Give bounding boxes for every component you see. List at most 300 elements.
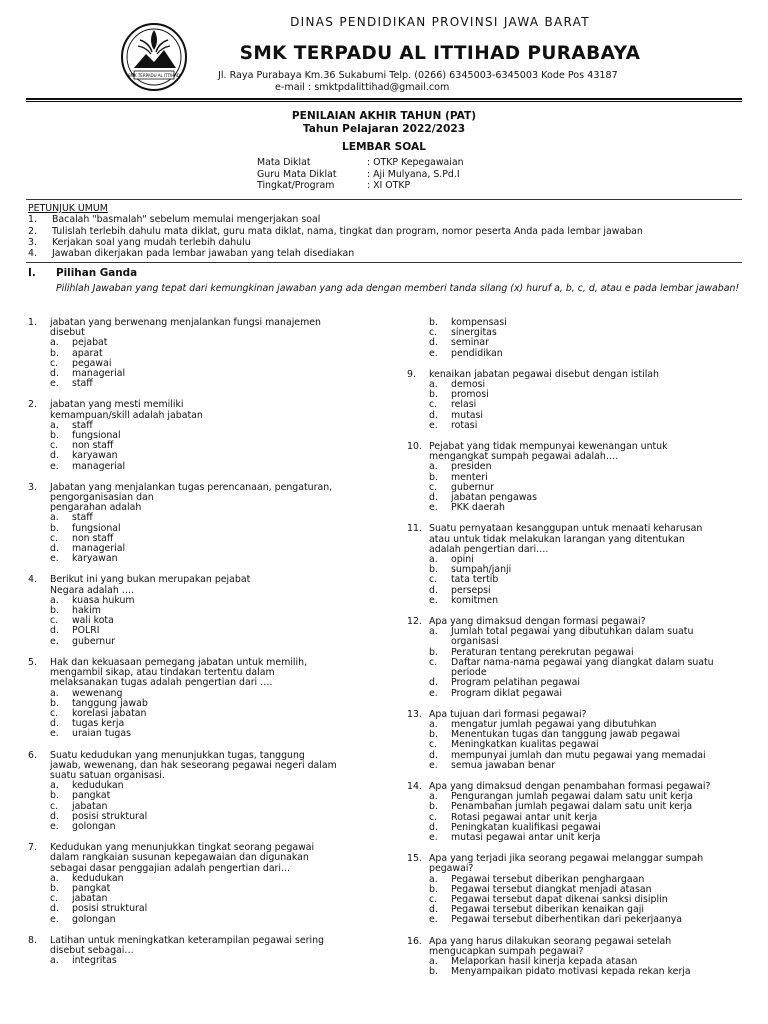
- question-line: Apa yang dimaksud dengan formasi pegawai?: [429, 616, 646, 628]
- question-line: pegawai?: [429, 863, 474, 875]
- option-letter: a.: [50, 780, 59, 792]
- option-text: Pengurangan jumlah pegawai dalam satu unit kerja: [451, 791, 694, 803]
- option-text: POLRI: [72, 625, 100, 637]
- exam-meta: [257, 157, 464, 192]
- general-instructions: [28, 203, 643, 259]
- instruction-number: 2.: [28, 225, 37, 237]
- question-line: Apa yang harus dilakukan seorang pegawai setelah: [429, 935, 672, 947]
- option-text: Penambahan jumlah pegawai dalam satu unit kerja: [451, 801, 693, 813]
- option-letter: c.: [50, 707, 59, 719]
- option-letter: b.: [50, 882, 59, 894]
- meta-row: [257, 180, 464, 192]
- option-letter: b.: [50, 605, 59, 617]
- meta-key: Tingkat/Program: [257, 180, 335, 191]
- meta-row: [257, 157, 464, 169]
- option-text: managerial: [72, 460, 126, 472]
- section-divider: [26, 262, 742, 263]
- question-stem: [28, 400, 362, 420]
- option-text: pangkat: [72, 790, 111, 802]
- question-item: [407, 782, 741, 843]
- section-number: I.: [28, 267, 36, 279]
- question-line: disebut sebagai…: [50, 944, 134, 956]
- option-text: kompensasi: [451, 317, 507, 328]
- option-letter: b.: [50, 697, 59, 709]
- option-letter: b.: [50, 522, 59, 534]
- option-text: semua jawaban benar: [451, 759, 556, 771]
- option-text: pangkat: [72, 882, 111, 894]
- option-letter: c.: [429, 893, 438, 905]
- question-line: Apa yang dimaksud dengan penambahan formasi pegawai?: [429, 780, 711, 792]
- exam-title: PENILAIAN AKHIR TAHUN (PAT): [291, 110, 477, 122]
- question-number: 12.: [407, 616, 422, 628]
- option-text: opini: [451, 554, 474, 566]
- option-text: Program pelatihan pegawai: [451, 677, 580, 689]
- option-letter: b.: [429, 564, 438, 576]
- answer-option: [28, 462, 362, 472]
- question-number: 13.: [407, 708, 422, 720]
- question-number: 15.: [407, 853, 422, 865]
- option-letter: a.: [50, 594, 59, 606]
- option-text: fungsional: [72, 522, 121, 534]
- svg-text:SMK TERPADU AL ITTIHAD: SMK TERPADU AL ITTIHAD: [127, 73, 181, 78]
- option-letter: b.: [429, 966, 438, 978]
- question-number: 1.: [28, 317, 37, 328]
- sheet-title: LEMBAR SOAL: [342, 141, 426, 153]
- question-number: 16.: [407, 935, 422, 947]
- option-letter: e.: [429, 347, 438, 359]
- question-line: jabatan yang berwenang menjalankan fungsi manajemen: [50, 317, 321, 328]
- option-letter: d.: [50, 450, 59, 462]
- option-text: non staff: [72, 440, 114, 452]
- question-text: [429, 524, 741, 555]
- option-text: kedudukan: [72, 780, 124, 792]
- section-title: Pilihan Ganda: [56, 267, 138, 279]
- question-stem: [28, 658, 362, 689]
- option-text: golongan: [72, 820, 116, 832]
- question-line: mengangkat sumpah pegawai adalah….: [429, 451, 619, 463]
- question-line: Jabatan yang menjalankan tugas perencanaan, pengaturan,: [50, 481, 333, 493]
- option-letter: b.: [429, 389, 438, 401]
- question-text: [50, 483, 362, 514]
- meta-value: : OTKP Kepegawaian: [367, 157, 464, 168]
- question-text: [50, 936, 362, 956]
- question-line: Pejabat yang tidak mempunyai kewenangan untuk: [429, 441, 668, 453]
- meta-value: : XI OTKP: [367, 180, 411, 191]
- answer-option: [28, 822, 362, 832]
- answer-option: [28, 915, 362, 925]
- question-line: sebagai dasar penggajian adalah pengertian dari...: [50, 862, 290, 874]
- option-letter: b.: [50, 430, 59, 442]
- option-text: jabatan: [72, 893, 108, 905]
- option-text: staff: [72, 419, 93, 431]
- option-letter: c.: [429, 739, 438, 751]
- question-text: [429, 854, 741, 874]
- option-letter: d.: [429, 337, 438, 349]
- question-stem: [407, 524, 741, 555]
- instructions-title: PETUNJUK UMUM: [28, 203, 108, 214]
- answer-option: [407, 802, 741, 812]
- option-letter: b.: [429, 471, 438, 483]
- option-letter: d.: [50, 903, 59, 915]
- question-line: mengambil sikap, atau tindakan tertentu dalam: [50, 667, 275, 679]
- instruction-text: Bacalah "basmalah" sebelum memulai mengerjakan soal: [52, 214, 321, 226]
- option-letter: e.: [429, 831, 438, 843]
- option-letter: d.: [429, 677, 438, 689]
- question-line: mengucapkan sumpah pegawai?: [429, 945, 584, 957]
- meta-key: Mata Diklat: [257, 157, 311, 168]
- answer-option: [28, 729, 362, 739]
- option-text: posisi struktural: [72, 903, 148, 915]
- option-letter: e.: [50, 460, 59, 472]
- option-letter: b.: [50, 347, 59, 359]
- question-text: [50, 318, 362, 338]
- option-letter: d.: [50, 718, 59, 730]
- academic-year: Tahun Pelajaran 2022/2023: [302, 123, 466, 135]
- option-text: Pegawai tersebut diberikan kenaikan gaji: [451, 904, 644, 916]
- answer-option: [407, 596, 741, 606]
- option-letter: d.: [429, 749, 438, 761]
- option-letter: a.: [50, 419, 59, 431]
- option-letter: e.: [429, 594, 438, 606]
- option-letter: d.: [429, 904, 438, 916]
- section-heading: [28, 267, 137, 279]
- option-letter: d.: [429, 821, 438, 833]
- question-item: [28, 483, 362, 565]
- option-letter: e.: [50, 635, 59, 647]
- option-letter: b.: [429, 729, 438, 741]
- option-letter: e.: [429, 914, 438, 926]
- question-number: 11.: [407, 523, 422, 535]
- question-line: pengorganisasian dan: [50, 492, 154, 504]
- option-text: uraian tugas: [72, 728, 132, 740]
- question-line: Suatu pernyataan kesanggupan untuk menaati keharusan: [429, 523, 703, 535]
- question-item: [407, 617, 741, 699]
- question-item: [407, 937, 741, 978]
- option-text: pendidikan: [451, 347, 503, 359]
- option-letter: a.: [50, 337, 59, 349]
- option-letter: a.: [50, 872, 59, 884]
- answer-option: [407, 678, 741, 688]
- question-item: [28, 575, 362, 646]
- option-letter: c.: [50, 440, 59, 452]
- question-stem: [28, 318, 362, 338]
- option-letter: c.: [50, 357, 59, 369]
- meta-value: : Aji Mulyana, S.Pd.I: [367, 168, 460, 180]
- option-text: mutasi: [451, 409, 483, 421]
- option-text: Menyampaikan pidato motivasi kepada rekan kerja: [451, 966, 691, 978]
- school-address: Jl. Raya Purabaya Km.36 Sukabumi Telp. (0266) 6345003-6345003 Kode Pos 43187: [218, 70, 618, 81]
- option-letter: e.: [50, 378, 59, 390]
- option-letter: e.: [429, 419, 438, 431]
- option-text: tugas kerja: [72, 718, 125, 730]
- instruction-text: Kerjakan soal yang mudah terlebih dahulu: [52, 236, 251, 248]
- answer-option: [407, 915, 741, 925]
- option-text: managerial: [72, 368, 126, 380]
- question-stem: [28, 575, 362, 595]
- question-number: 2.: [28, 399, 37, 411]
- question-line: Berikut ini yang bukan merupakan pejabat: [50, 574, 251, 586]
- answer-option: [28, 554, 362, 564]
- option-letter: b.: [429, 646, 438, 658]
- question-stem: [407, 937, 741, 957]
- answer-option: [28, 956, 362, 966]
- option-letter: c.: [50, 532, 59, 544]
- question-item: [407, 710, 741, 771]
- option-text: wewenang: [72, 687, 123, 699]
- instruction-item: [28, 214, 643, 225]
- option-text: wali kota: [72, 615, 114, 627]
- option-text: kuasa hukum: [72, 594, 135, 606]
- questions-right-column: [407, 318, 741, 988]
- option-text: sinergitas: [451, 327, 497, 339]
- question-number: 14.: [407, 780, 422, 792]
- option-letter: d.: [429, 409, 438, 421]
- question-text: [50, 575, 362, 595]
- question-number: 3.: [28, 481, 37, 493]
- option-letter: d.: [429, 492, 438, 504]
- option-letter: c.: [429, 811, 438, 823]
- option-text: Pegawai tersebut diberhentikan dari pekerjaanya: [451, 914, 683, 926]
- option-text: fungsional: [72, 430, 121, 442]
- option-text: jabatan pengawas: [451, 492, 538, 504]
- answer-option: [407, 627, 741, 647]
- question-text: [50, 751, 362, 782]
- question-stem: [28, 936, 362, 956]
- option-text: Program diklat pegawai: [451, 687, 562, 699]
- question-item: [28, 843, 362, 925]
- answer-option: [28, 637, 362, 647]
- option-letter: a.: [50, 512, 59, 524]
- instruction-item: [28, 237, 643, 248]
- option-letter: a.: [429, 626, 438, 638]
- answer-option: [407, 761, 741, 771]
- option-text: jabatan: [72, 800, 108, 812]
- section-instruction: Pilihlah Jawaban yang tepat dari kemungkinan jawaban yang ada dengan memberi tanda silang (x) huruf a, b, c, d, atau e pada lembar jawaban!: [56, 283, 740, 294]
- question-stem: [28, 843, 362, 874]
- option-letter: d.: [50, 810, 59, 822]
- option-text: gubernur: [72, 635, 116, 647]
- option-letter: e.: [429, 502, 438, 514]
- question-line: Negara adalah ….: [50, 584, 135, 596]
- answer-option: [407, 967, 741, 977]
- option-letter: c.: [429, 574, 438, 586]
- question-line: kemampuan/skill adalah jabatan: [50, 409, 203, 421]
- option-letter: e.: [50, 913, 59, 925]
- question-line: jawab, wewenang, dan hak seseorang pegawai negeri dalam: [50, 759, 337, 771]
- option-text: non staff: [72, 532, 114, 544]
- option-text: rotasi: [451, 419, 478, 431]
- question-line: dalam rangkaian susunan kepegawaian dan digunakan: [50, 852, 309, 864]
- question-text: [429, 442, 741, 462]
- option-text: demosi: [451, 379, 486, 391]
- answer-option: [407, 503, 741, 513]
- instruction-item: [28, 248, 643, 259]
- option-text: Peraturan tentang perekrutan pegawai: [451, 646, 634, 658]
- question-line: jabatan yang mesti memiliki: [50, 399, 184, 411]
- question-stem: [407, 442, 741, 462]
- option-text: karyawan: [72, 553, 118, 565]
- option-letter: a.: [429, 461, 438, 473]
- question-item: [28, 936, 362, 967]
- option-text: Pegawai tersebut diangkat menjadi atasan: [451, 883, 652, 895]
- question-number: 4.: [28, 574, 37, 586]
- option-text: korelasi jabatan: [72, 707, 147, 719]
- option-letter: e.: [50, 728, 59, 740]
- option-letter: a.: [429, 791, 438, 803]
- question-line: Suatu kedudukan yang menunjukkan tugas, tanggung: [50, 749, 305, 761]
- instruction-text: Jawaban dikerjakan pada lembar jawaban yang telah disediakan: [52, 248, 355, 260]
- option-letter: a.: [429, 554, 438, 566]
- question-item: [407, 524, 741, 606]
- option-text: Pegawai tersebut diberikan penghargaan: [451, 873, 645, 885]
- option-text: komitmen: [451, 594, 499, 606]
- option-letter: c.: [50, 893, 59, 905]
- question-stem: [28, 483, 362, 514]
- option-text: tata tertib: [451, 574, 499, 586]
- question-text: [50, 400, 362, 420]
- option-letter: b.: [429, 801, 438, 813]
- question-stem: [28, 751, 362, 782]
- option-letter: d.: [429, 584, 438, 596]
- school-logo: [120, 22, 188, 92]
- option-letter: a.: [429, 379, 438, 391]
- header-divider-thin: [26, 101, 742, 102]
- questions-left-column: [28, 318, 362, 977]
- instruction-number: 3.: [28, 236, 37, 248]
- meta-row: [257, 169, 464, 181]
- question-line: suatu satuan organisasi.: [50, 769, 165, 781]
- option-letter: d.: [50, 543, 59, 555]
- option-text: staff: [72, 512, 93, 524]
- option-letter: d.: [50, 625, 59, 637]
- option-text: relasi: [451, 399, 477, 411]
- question-item: [407, 854, 741, 925]
- option-letter: c.: [429, 399, 438, 411]
- instruction-text: Tulislah terlebih dahulu mata diklat, guru mata diklat, nama, tingkat dan program, nomor peserta Anda pada lembar jawaban: [52, 225, 643, 237]
- question-item: [28, 400, 362, 471]
- answer-option: [407, 740, 741, 750]
- option-text: hakim: [72, 605, 101, 617]
- option-letter: e.: [50, 820, 59, 832]
- question-line: atau untuk tidak melakukan larangan yang ditentukan: [429, 533, 685, 545]
- option-letter: c.: [50, 615, 59, 627]
- option-text: Peningkatan kualifikasi pegawai: [451, 821, 601, 833]
- instruction-number: 1.: [28, 214, 37, 226]
- question-item: [28, 658, 362, 740]
- question-line: kenaikan jabatan pegawai disebut dengan istilah: [429, 368, 659, 380]
- question-item: [407, 442, 741, 513]
- option-text: Jumlah total pegawai yang dibutuhkan dalam suatu organisasi: [451, 626, 694, 648]
- question-number: 6.: [28, 749, 37, 761]
- option-text: PKK daerah: [451, 502, 505, 514]
- question-line: Latihan untuk meningkatkan keterampilan pegawai sering: [50, 934, 325, 946]
- option-letter: c.: [429, 327, 438, 339]
- option-text: presiden: [451, 461, 492, 473]
- question-number: 5.: [28, 656, 37, 668]
- question-item: [407, 370, 741, 431]
- option-letter: b.: [50, 790, 59, 802]
- option-text: posisi struktural: [72, 810, 148, 822]
- question-text: [429, 937, 741, 957]
- question-line: melaksanakan tugas adalah pengertian dari ….: [50, 677, 273, 689]
- option-text: mutasi pegawai antar unit kerja: [451, 831, 601, 843]
- option-text: seminar: [451, 337, 489, 349]
- school-email: e-mail : smktpdalittihad@gmail.com: [275, 82, 450, 93]
- option-text: Rotasi pegawai antar unit kerja: [451, 811, 598, 823]
- option-text: mempunyai jumlah dan mutu pegawai yang memadai: [451, 749, 706, 761]
- option-letter: a.: [50, 687, 59, 699]
- answer-option: [28, 379, 362, 389]
- answer-option: [407, 421, 741, 431]
- answer-option: [407, 658, 741, 678]
- option-text: sumpah/janji: [451, 564, 512, 576]
- answer-option: [407, 689, 741, 699]
- option-text: tanggung jawab: [72, 697, 148, 709]
- option-letter: e.: [429, 759, 438, 771]
- option-letter: c.: [50, 800, 59, 812]
- option-text: pejabat: [72, 337, 108, 349]
- question-line: pengarahan adalah: [50, 502, 142, 514]
- question-number: 8.: [28, 934, 37, 946]
- option-text: Melaporkan hasil kinerja kepada atasan: [451, 955, 638, 967]
- question-text: [50, 843, 362, 874]
- option-text: mengatur jumlah pegawai yang dibutuhkan: [451, 718, 657, 730]
- question-line: Kedudukan yang menunjukkan tingkat seorang pegawai: [50, 842, 315, 854]
- option-text: karyawan: [72, 450, 118, 462]
- option-text: persepsi: [451, 584, 491, 596]
- question-number: 7.: [28, 842, 37, 854]
- option-letter: a.: [50, 955, 59, 967]
- school-name: SMK TERPADU AL ITTIHAD PURABAYA: [239, 43, 641, 64]
- answer-option: [28, 791, 362, 801]
- question-line: Apa yang terjadi jika seorang pegawai melanggar sumpah: [429, 853, 704, 865]
- question-item: [28, 751, 362, 833]
- question-stem: [407, 854, 741, 874]
- option-text: Daftar nama-nama pegawai yang diangkat dalam suatu periode: [451, 656, 714, 679]
- answer-option: [407, 833, 741, 843]
- option-letter: a.: [429, 955, 438, 967]
- option-text: managerial: [72, 543, 126, 555]
- option-letter: e.: [429, 687, 438, 699]
- meta-key: Guru Mata Diklat: [257, 168, 337, 180]
- option-letter: a.: [429, 873, 438, 885]
- option-text: Menentukan tugas dan tanggung jawab pegawai: [451, 729, 681, 741]
- option-letter: e.: [50, 553, 59, 565]
- agency-name: DINAS PENDIDIKAN PROVINSI JAWA BARAT: [290, 15, 590, 29]
- option-text: Meningkatkan kualitas pegawai: [451, 739, 599, 751]
- option-text: gubernur: [451, 481, 495, 493]
- header-divider: [26, 98, 742, 100]
- option-text: aparat: [72, 347, 103, 359]
- option-text: Pegawai tersebut dapat dikenai sanksi disiplin: [451, 893, 668, 905]
- question-number: 10.: [407, 441, 422, 453]
- option-letter: d.: [50, 368, 59, 380]
- instruction-number: 4.: [28, 248, 37, 260]
- option-letter: c.: [429, 481, 438, 493]
- question-8-continuation: [407, 318, 741, 359]
- option-text: pegawai: [72, 357, 112, 369]
- option-letter: b.: [429, 317, 438, 328]
- question-line: Hak dan kekuasaan pemegang jabatan untuk memilih,: [50, 656, 308, 668]
- question-number: 9.: [407, 368, 416, 380]
- option-text: integritas: [72, 955, 117, 967]
- question-line: Apa tujuan dari formasi pegawai?: [429, 708, 587, 720]
- question-text: [50, 658, 362, 689]
- instruction-item: [28, 226, 643, 237]
- option-text: promosi: [451, 389, 489, 401]
- section-divider: [26, 199, 742, 200]
- option-text: staff: [72, 378, 93, 390]
